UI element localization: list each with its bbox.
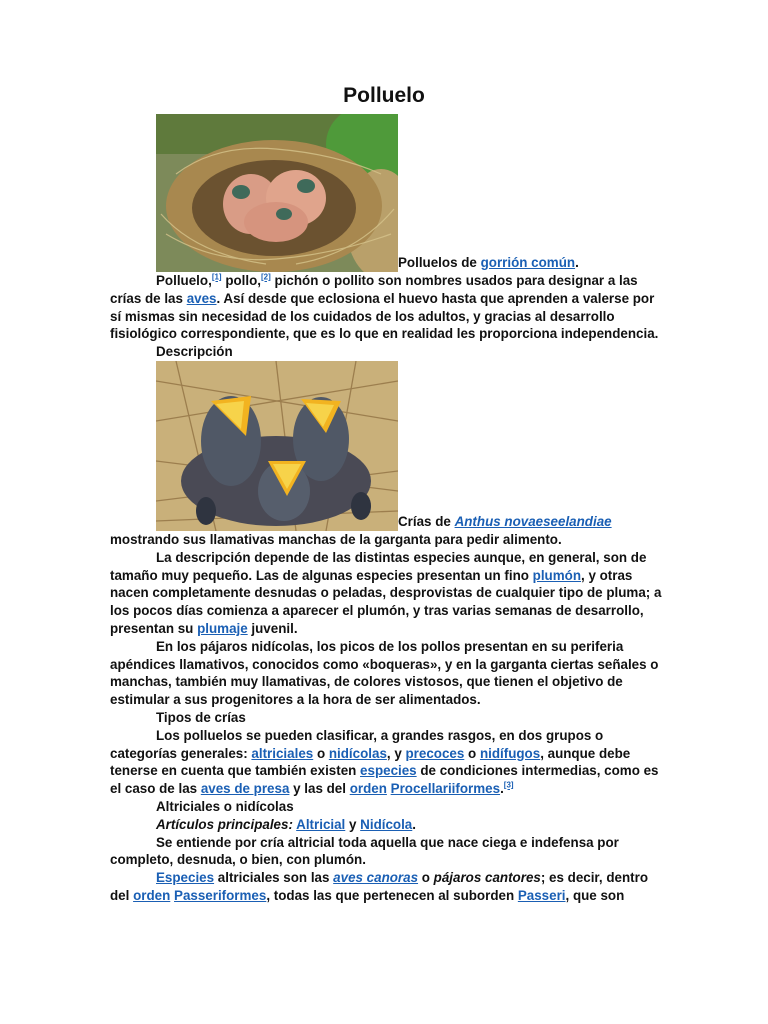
link-aves[interactable]: aves <box>186 290 217 306</box>
link-passeri[interactable]: Passeri <box>517 887 566 903</box>
ref-2-link[interactable]: [2] <box>261 272 271 282</box>
heading-altriciales-o-nidicolas: Altriciales o nidícolas <box>156 798 294 814</box>
link-orden-2[interactable]: orden <box>133 887 171 903</box>
link-plumon[interactable]: plumón <box>532 567 582 583</box>
page-title: Polluelo <box>343 84 425 107</box>
link-plumaje[interactable]: plumaje <box>197 620 248 636</box>
description-paragraph-2: En los pájaros nidícolas, los picos de los pollos presentan en su periferia apéndices llamativos, conocidos como «boqueras», y en la garganta ciertas señales o manchas, también muy llamativas, de colores vistosos, que tienen el objetivo de estimular a sus progenitores a la hora de ser alimentados. <box>110 638 659 708</box>
link-procellariiformes[interactable]: Procellariiformes <box>390 781 501 797</box>
altricial-paragraph: Se entiende por cría altricial toda aquella que nace ciega e indefensa por completo, desnuda, o bien, con plumón. <box>110 834 619 868</box>
link-orden[interactable]: orden <box>349 781 387 797</box>
link-especies-2[interactable]: Especies <box>156 870 215 886</box>
ref-1-link[interactable]: [1] <box>211 272 222 282</box>
ref-3-link[interactable]: [3] <box>503 780 514 790</box>
link-altricial[interactable]: Altricial <box>296 816 346 832</box>
link-altriciales[interactable]: altriciales <box>251 745 314 761</box>
main-articles-line: Artículos principales: Altricial y Nidícola. <box>156 816 416 832</box>
link-gorrion-comun[interactable]: gorrión común <box>480 255 576 271</box>
link-passeriformes[interactable]: Passeriformes <box>174 887 267 903</box>
description-paragraph-1: La descripción depende de las distintas especies aunque, en general, son de tamaño muy pequeño. Las de algunas especies presentan un fino plumón, y otras nacen completamente desnudas o peladas, desprovistas de cualquier tipo de pluma; a los pocos días comienza a aparecer el plumón, y tras varias semanas de desarrollo, presentan su plumaje juvenil. <box>110 549 662 636</box>
anthus-chicks-photo <box>156 361 398 531</box>
article-body <box>110 114 662 905</box>
figure-anthus-caption: Crías de Anthus novaeseelandiae mostrando sus llamativas manchas de la garganta para pedir alimento. <box>110 361 662 549</box>
types-paragraph: Los polluelos se pueden clasificar, a grandes rasgos, en dos grupos o categorías generales: altriciales o nidícolas, y precoces o nidífugos, aunque debe tenerse en cuenta que también existen especies de condiciones intermedias, como es el caso de las aves de presa y las del orden Procellariiformes.[3] <box>110 727 659 797</box>
link-anthus-novaeseelandiae[interactable]: Anthus novaeseelandiae <box>454 514 612 530</box>
heading-tipos-de-crias: Tipos de crías <box>156 709 246 725</box>
figure-nest-caption: Polluelos de gorrión común. <box>110 114 662 272</box>
link-nidicolas[interactable]: nidícolas <box>328 745 387 761</box>
link-aves-canoras[interactable]: aves canoras <box>333 870 419 886</box>
link-precoces[interactable]: precoces <box>405 745 465 761</box>
heading-descripcion: Descripción <box>156 344 233 360</box>
link-nidifugos[interactable]: nidífugos <box>479 745 541 761</box>
intro-paragraph: Polluelo,[1] pollo,[2] pichón o pollito son nombres usados para designar a las crías de las aves. Así desde que eclosiona el huevo hasta que aprenden a valerse por sí mismas sin necesidad de los cuidados de los adultos, y gracias al desarrollo fisiológico correspondiente, que es lo que en realidad les proporciona independencia. <box>110 272 659 342</box>
nest-chicks-photo <box>156 114 398 272</box>
link-aves-de-presa[interactable]: aves de presa <box>200 781 290 797</box>
link-especies[interactable]: especies <box>360 763 417 779</box>
link-nidicola[interactable]: Nidícola <box>360 816 413 832</box>
species-paragraph: Especies altriciales son las aves canoras o pájaros cantores; es decir, dentro del orden Passeriformes, todas las que pertenecen al suborden Passeri, que son <box>110 870 649 903</box>
